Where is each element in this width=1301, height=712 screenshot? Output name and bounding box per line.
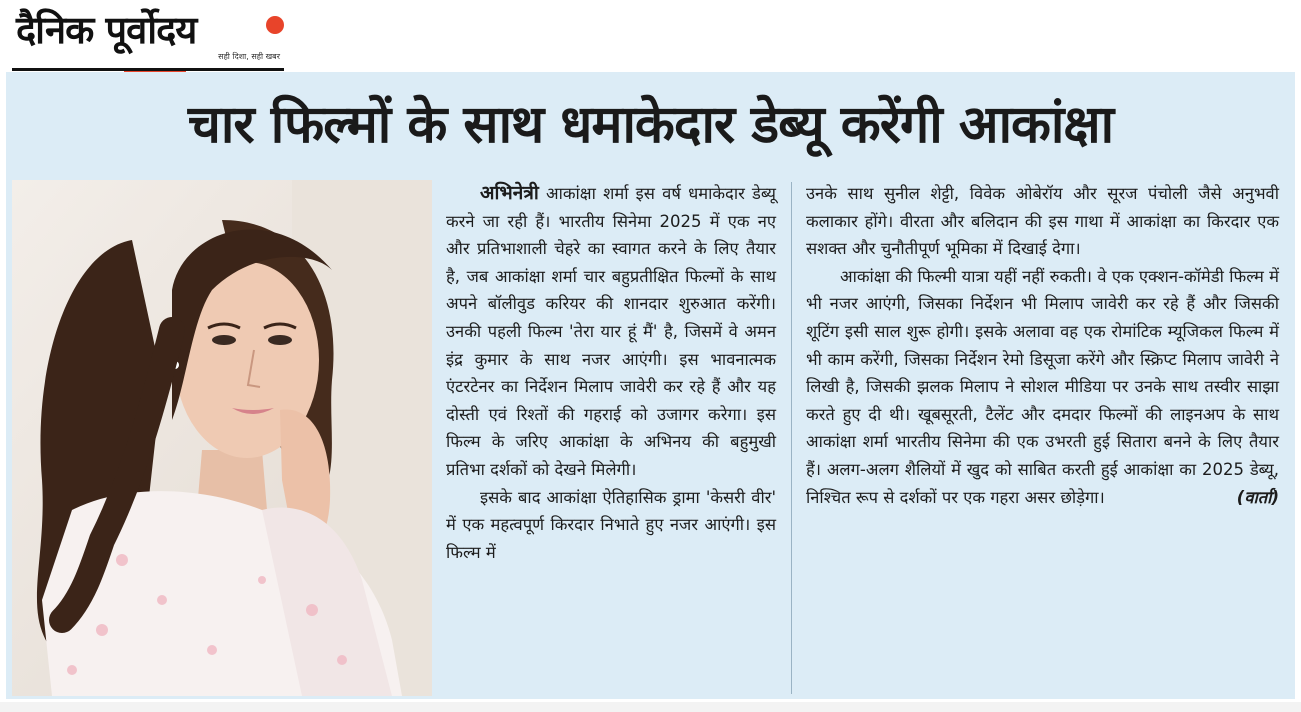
page-bottom-strip [0, 702, 1301, 712]
article-paragraph [446, 180, 776, 484]
article-panel [6, 72, 1295, 699]
paragraph-text: आकांक्षा शर्मा इस वर्ष धमाकेदार डेब्यू करने जा रही हैं। भारतीय सिनेमा 2025 में एक नए और प्रतिभाशाली चेहरे का स्वागत करने के लिए तैयार है, जब आकांक्षा शर्मा चार बहुप्रतीक्षित फिल्मों के साथ अपने बॉलीवुड करियर की शानदार शुरुआत करेंगी। उनकी पहली फिल्म 'तेरा यार हूं मैं' है, जिसमें वे अमन इंद्र कुमार के साथ नजर आएंगी। इस भावनात्मक एंटरटेनर का निर्देशन मिलाप जावेरी कर रहे हैं और यह दोस्ती एवं रिश्तों की गहराई को उजागर करेगा। इस फिल्म के जरिए आकांक्षा के अभिनय की बहुमुखी प्रतिभा दर्शकों को देखने मिलेगी। [446, 184, 776, 479]
actress-photo [12, 180, 432, 696]
actress-photo-illustration [12, 180, 432, 696]
article-column-left [446, 180, 776, 566]
column-divider [791, 182, 792, 694]
article-paragraph: इसके बाद आकांक्षा ऐतिहासिक ड्रामा 'केसरी वीर' में एक महत्वपूर्ण किरदार निभाते हुए नजर आएंगी। इस फिल्म में [446, 487, 776, 562]
headline: चार फिल्मों के साथ धमाकेदार डेब्यू करेंगी आकांक्षा [187, 95, 1114, 155]
sun-logo-icon [266, 16, 284, 34]
brand-title: दैनिक पूर्वोदय [16, 8, 197, 52]
lead-word: अभिनेत्री [480, 182, 539, 204]
masthead [12, 4, 286, 70]
article-paragraph: उनके साथ सुनील शेट्टी, विवेक ओबेरॉय और सूरज पंचोली जैसे अनुभवी कलाकार होंगे। वीरता और बलिदान की इस गाथा में आकांक्षा का किरदार एक सशक्त और चुनौतीपूर्ण भूमिका में दिखाई देगा। [806, 184, 1279, 259]
news-agency-credit: (वार्ता) [1236, 488, 1279, 508]
article-column-right [806, 180, 1279, 512]
article-paragraph: आकांक्षा की फिल्मी यात्रा यहीं नहीं रुकती। वे एक एक्शन-कॉमेडी फिल्म में भी नजर आएंगी, जिसका निर्देशन भी मिलाप जावेरी कर रहे हैं और जिसकी शूटिंग इसी साल शुरू होगी। इसके अलावा वह एक रोमांटिक म्यूजिकल फिल्म में भी काम करेंगी, जिसका निर्देशन रेमो डिसूजा करेंगे और स्क्रिप्ट मिलाप जावेरी ने लिखी है, जिसकी झलक मिलाप ने सोशल मीडिया पर उनके साथ तस्वीर साझा करते हुए दी थी। खूबसूरती, टैलेंट और दमदार फिल्मों की लाइनअप के साथ आकांक्षा शर्मा भारतीय सिनेमा की एक उभरती हुई सितारा बनने के लिए तैयार हैं। अलग-अलग शैलियों में खुद को साबित करती हुई आकांक्षा का 2025 डेब्यू, निश्चित रूप से दर्शकों पर एक गहरा असर छोड़ेगा। [806, 266, 1279, 507]
brand-tagline: सही दिशा, सही खबर [218, 52, 280, 61]
